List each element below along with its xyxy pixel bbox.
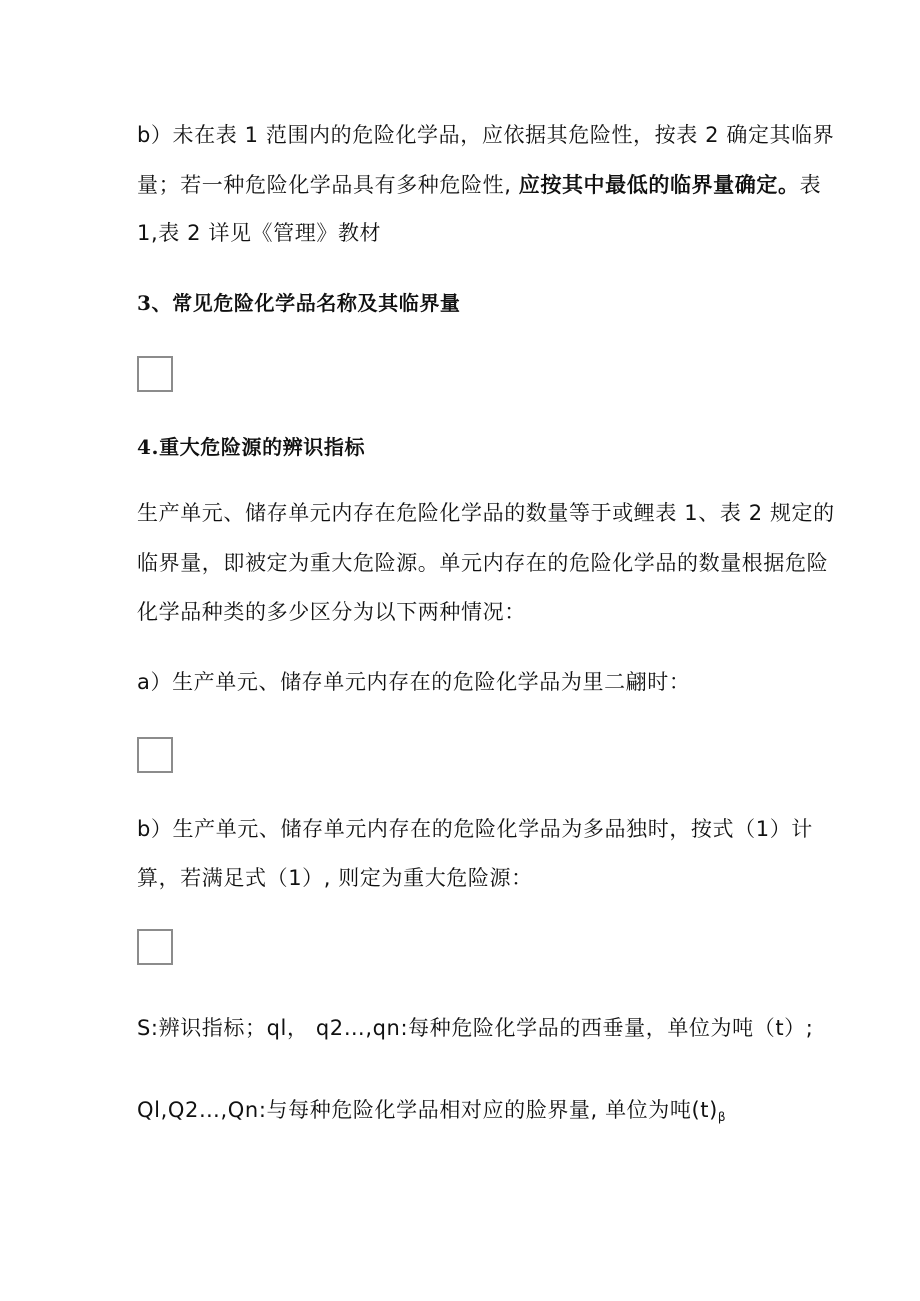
para-b2-line1: b）生产单元、储存单元内存在的危险化学品为多品独时，按式（1）计 <box>137 817 813 841</box>
heading-4: 4.重大危险源的辨识指标 <box>137 435 366 459</box>
para-b1-line2-bold: 应按其中最低的临界量确定。 <box>518 173 800 197</box>
para-main-line2: 临界量，即被定为重大危险源。单元内存在的危险化学品的数量根据危险 <box>137 551 829 575</box>
def-s: S:辨识指标；ql， q2…,qn:每种危险化学品的西垂量，单位为吨（t）; <box>137 1016 814 1040</box>
para-b1-line2-normal: 量；若一种危险化学品具有多种危险性, <box>137 173 519 197</box>
para-a: a）生产单元、储存单元内存在的危险化学品为里二翩时： <box>137 670 691 694</box>
image-placeholder-1 <box>137 356 173 392</box>
para-b1-line2-end: 表 <box>799 173 822 197</box>
heading-3: 3、常见危险化学品名称及其临界量 <box>137 291 461 315</box>
para-b1-line1: b）未在表 1 范围内的危险化学品，应依据其危险性，按表 2 确定其临界 <box>137 123 835 147</box>
def-q <box>137 1095 726 1132</box>
para-b2-line2: 算，若满足式（1）, 则定为重大危险源： <box>137 866 533 890</box>
image-placeholder-2 <box>137 737 173 773</box>
def-q-suffix: β <box>717 1110 727 1124</box>
def-q-text: Ql,Q2…,Qn:与每种危险化学品相对应的脸界量, 单位为吨(t) <box>137 1098 718 1122</box>
para-b1-line3: 1,表 2 详见《管理》教材 <box>137 221 382 245</box>
para-main-line3: 化学品种类的多少区分为以下两种情况： <box>137 600 526 624</box>
image-placeholder-3 <box>137 929 173 965</box>
para-main-line1: 生产单元、储存单元内存在危险化学品的数量等于或鲤表 1、表 2 规定的 <box>137 501 835 525</box>
para-b1-line2 <box>137 170 821 200</box>
